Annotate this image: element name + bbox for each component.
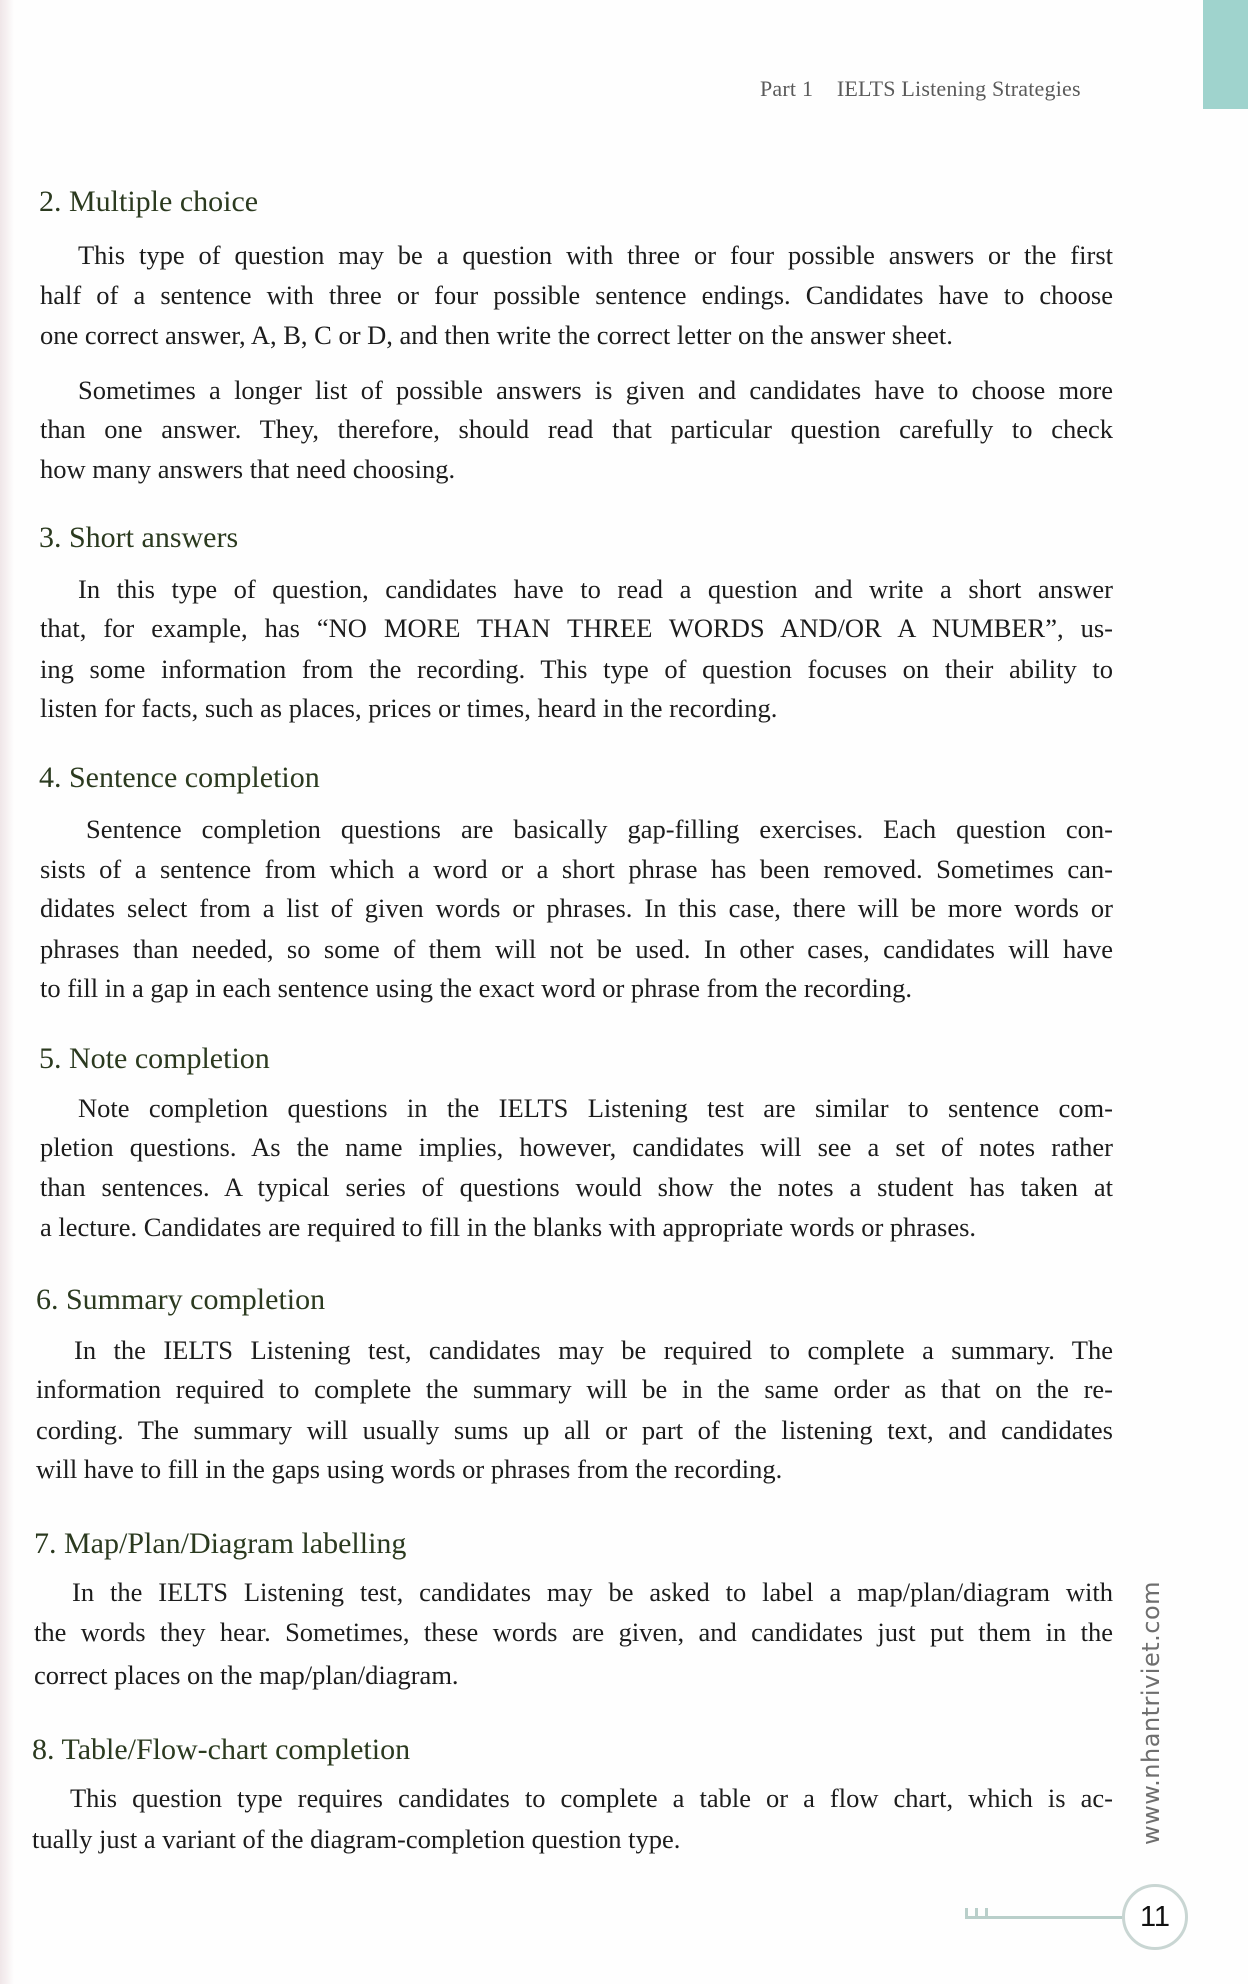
paragraph-line: to fill in a gap in each sentence using the exact word or phrase from the recording.: [40, 973, 912, 1003]
paragraph-line: tually just a variant of the diagram-completion question type.: [32, 1824, 681, 1854]
paragraph-line: will have to fill in the gaps using words or phrases from the recording.: [36, 1454, 783, 1484]
paragraph-line: the words they hear. Sometimes, these words are given, and candidates just put them in the: [34, 1617, 1113, 1647]
paragraph-line: didates select from a list of given words or phrases. In this case, there will be more words or: [40, 893, 1113, 923]
paragraph-line: In the IELTS Listening test, candidates may be asked to label a map/plan/diagram with: [72, 1577, 1113, 1607]
paragraph-line: information required to complete the summary will be in the same order as that on the re-: [36, 1374, 1113, 1404]
section-heading-short-answers: 3. Short answers: [39, 521, 239, 554]
section-heading-note-completion: 5. Note completion: [39, 1042, 270, 1075]
paragraph-line: sists of a sentence from which a word or a short phrase has been removed. Sometimes can-: [40, 854, 1113, 884]
paragraph-line: pletion questions. As the name implies, however, candidates will see a set of notes rather: [40, 1132, 1113, 1162]
section-heading-table-flow-chart-completion: 8. Table/Flow-chart completion: [32, 1733, 411, 1766]
section-heading-summary-completion: 6. Summary completion: [36, 1283, 326, 1316]
paragraph-line: listen for facts, such as places, prices or times, heard in the recording.: [40, 693, 778, 723]
section-heading-multiple-choice: 2. Multiple choice: [39, 185, 259, 218]
paragraph-line: that, for example, has “NO MORE THAN THREE WORDS AND/OR A NUMBER”, us-: [40, 613, 1113, 643]
paragraph-line: Sentence completion questions are basically gap-filling exercises. Each question con-: [86, 814, 1113, 844]
page-number: 11: [1122, 1884, 1188, 1950]
watermark-url: www.nhantriviet.com: [1137, 1580, 1165, 1845]
paragraph-line: phrases than needed, so some of them will not be used. In other cases, candidates will have: [40, 934, 1113, 964]
paragraph-line: than sentences. A typical series of questions would show the notes a student has taken at: [40, 1172, 1113, 1202]
paragraph-line: This question type requires candidates to complete a table or a flow chart, which is ac-: [70, 1783, 1113, 1813]
paragraph-line: ing some information from the recording. This type of question focuses on their ability to: [40, 654, 1113, 684]
paragraph-line: correct places on the map/plan/diagram.: [34, 1660, 459, 1690]
paragraph-line: cording. The summary will usually sums up all or part of the listening text, and candidates: [36, 1415, 1113, 1445]
section-heading-map-plan-diagram-labelling: 7. Map/Plan/Diagram labelling: [34, 1527, 407, 1560]
paragraph-line: Sometimes a longer list of possible answers is given and candidates have to choose more: [78, 375, 1113, 405]
paragraph-line: than one answer. They, therefore, should read that particular question carefully to check: [40, 414, 1113, 444]
paragraph-line: Note completion questions in the IELTS Listening test are similar to sentence com-: [78, 1093, 1113, 1123]
paragraph-line: half of a sentence with three or four possible sentence endings. Candidates have to choose: [40, 280, 1113, 310]
paragraph-line: This type of question may be a question with three or four possible answers or the first: [78, 240, 1113, 270]
paragraph-line: In this type of question, candidates have to read a question and write a short answer: [78, 574, 1113, 604]
paragraph-line: In the IELTS Listening test, candidates may be required to complete a summary. The: [74, 1335, 1113, 1365]
running-header-part: Part 1: [760, 76, 814, 101]
chapter-color-tab: [1203, 0, 1248, 109]
section-heading-sentence-completion: 4. Sentence completion: [39, 761, 320, 794]
page-edge-shadow: [0, 0, 14, 1984]
paragraph-line: how many answers that need choosing.: [40, 454, 456, 484]
running-header: [760, 76, 1122, 102]
running-header-title: IELTS Listening Strategies: [836, 76, 1081, 101]
paragraph-line: one correct answer, A, B, C or D, and then write the correct letter on the answer sheet.: [40, 320, 953, 350]
paragraph-line: a lecture. Candidates are required to fill in the blanks with appropriate words or phrases.: [40, 1212, 977, 1242]
